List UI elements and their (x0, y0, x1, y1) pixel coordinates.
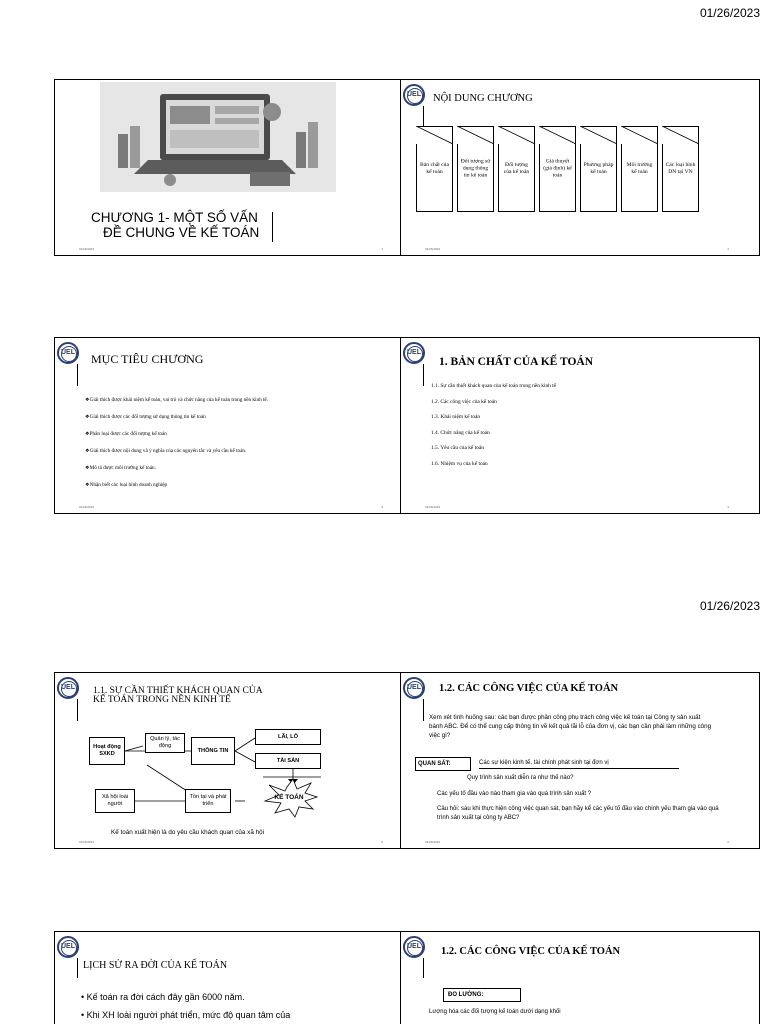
box-hoat-dong-sxkd: Hoạt động SXKD (89, 737, 125, 765)
slide-footer-date: 01/26/2023 (79, 505, 95, 509)
list-item: 1.1. Sự cần thiết khách quan của kế toán trong nền kinh tế (431, 383, 557, 389)
slide-title: NỘI DUNG CHƯƠNG (433, 93, 533, 104)
ketoan-label: KẾ TOÁN (274, 794, 304, 801)
list-item: 1.2. Các công việc của kế toán (431, 398, 497, 405)
box-fold-shape (662, 126, 699, 146)
slide-7[interactable] (54, 931, 414, 1024)
list-item: 1.4. Chức năng của kế toán (431, 429, 490, 436)
box-thong-tin: THÔNG TIN (191, 737, 235, 765)
objective-list (85, 396, 405, 498)
slide-title: 1.2. CÁC CÔNG VIỆC CỦA KẾ TOÁN (441, 946, 621, 957)
case-intro: Xem xét tình huống sau: các bạn được phân công phụ trách công việc kế toán tại Công ty sản xuất bánh ABC. Để có thể cung cấp thông tin về kết quả lãi lỗ của đơn vị, các bạn cần phải làm những công việc gì? (429, 714, 712, 739)
divider (77, 364, 78, 386)
divider (423, 106, 424, 128)
box-fold-shape (498, 126, 535, 146)
observation-line: Quy trình sản xuất diễn ra như thế nào? (467, 775, 574, 781)
box-lai-lo: LÃI, LỖ (255, 729, 321, 745)
list-item: • Kế toán ra đời cách đây gần 6000 năm. (81, 992, 245, 1002)
list-item: ❖Phân loại được các đối tượng kế toán (85, 431, 167, 437)
slide-page-number: 6 (727, 840, 729, 844)
box-quan-ly: Quản lý, tác động (145, 733, 185, 753)
list-item: • Khi XH loài người phát triển, mức độ quan tâm của (81, 1010, 291, 1020)
list-item: 1.6. Nhiệm vụ của kế toán (431, 460, 488, 467)
slide-title: 1.2. CÁC CÔNG VIỆC CỦA KẾ TOÁN (439, 683, 619, 694)
content-item: Đối tượng sử dụng thông tin kế toán (457, 126, 494, 212)
slide-page-number: 4 (727, 505, 729, 509)
observation-line: Các sự kiện kinh tế, tài chính phát sinh tại đơn vị (479, 760, 609, 766)
slide-page-number: 5 (381, 840, 383, 844)
content-item: Phương pháp kế toán (580, 126, 617, 212)
list-item: ❖Giải thích được các đối tượng sử dụng thông tin kế toán (85, 414, 206, 420)
list-item: ❖Giải thích được nội dung và ý nghĩa của các nguyên tắc và yêu cầu kế toán. (85, 448, 247, 454)
uel-logo-icon: UEL (57, 936, 79, 958)
slide-footer-date: 01/26/2023 (425, 247, 441, 251)
content-item: Bản chất của kế toán (416, 126, 453, 212)
slide-page-number: 3 (381, 505, 383, 509)
list-item: ❖Mô tả được môi trường kế toán. (85, 465, 156, 471)
list-item: 1.5. Yêu cầu của kế toán (431, 445, 484, 451)
slide-title: 1. BẢN CHẤT CỦA KẾ TOÁN (439, 356, 594, 368)
slide-5[interactable] (54, 672, 414, 849)
slide-3[interactable] (54, 337, 414, 514)
uel-logo-icon: UEL (403, 342, 425, 364)
slide-footer-date: 01/26/2023 (425, 840, 441, 844)
box-fold-shape (457, 126, 494, 146)
slide-4[interactable] (400, 337, 760, 514)
do-luong-label: ĐO LƯỜNG: (443, 988, 521, 1002)
slide-8[interactable] (400, 931, 760, 1024)
box-xa-hoi: Xã hội loài người (95, 789, 135, 813)
quan-sat-label: QUAN SÁT: (415, 757, 471, 771)
measurement-line: Lượng hóa các đối tượng kế toán dưới dạng khối (429, 1009, 561, 1015)
uel-logo-icon: UEL (57, 342, 79, 364)
slide-footer-date: 01/26/2023 (79, 840, 95, 844)
slide-footer-date: 01/26/2023 (425, 505, 441, 509)
box-fold-shape (539, 126, 576, 146)
divider (423, 958, 424, 978)
slide-title: 1.1. SỰ CẦN THIẾT KHÁCH QUAN CỦA KẾ TOÁN TRONG NỀN KINH TẾ (93, 686, 263, 705)
slide-2[interactable] (400, 79, 760, 256)
uel-logo-icon: UEL (403, 677, 425, 699)
slide-title: MỤC TIÊU CHƯƠNG (91, 352, 204, 366)
box-fold-shape (580, 126, 617, 146)
uel-logo-icon: UEL (403, 84, 425, 106)
box-tai-san: TÀI SẢN (255, 753, 321, 769)
slide-title: CHƯƠNG 1- MỘT SỐ VẤN ĐỀ CHUNG VỀ KẾ TOÁN (91, 210, 260, 240)
list-item: 1.3. Khái niệm kế toán (431, 414, 481, 420)
divider (423, 364, 424, 386)
page-date: 01/26/2023 (699, 599, 760, 613)
box-fold-shape (416, 126, 453, 146)
slide-page-number: 2 (727, 247, 729, 251)
slide-title: LỊCH SỬ RA ĐỜI CỦA KẾ TOÁN (83, 960, 228, 971)
section-list (431, 383, 556, 476)
content-item: Môi trường kế toán (621, 126, 658, 212)
slide-1[interactable] (54, 79, 414, 256)
question-text: Câu hỏi: sau khi thực hiện công việc quan sát, bạn hãy kể các yếu tố đầu vào chính yếu tham gia vào quá trình sản xuất tại công ty ABC? (437, 806, 719, 821)
list-item: ❖Giải thích được khái niệm kế toán, vai trò và chức năng của kế toán trong nền kinh tế. (85, 397, 268, 403)
uel-logo-icon: UEL (57, 677, 79, 699)
content-item: Đối tượng của kế toán (498, 126, 535, 212)
divider (272, 212, 273, 242)
box-ton-tai: Tồn tại và phát triển (185, 789, 231, 813)
laptop-illustration (100, 82, 336, 192)
slide-6[interactable] (400, 672, 760, 849)
divider (77, 958, 78, 978)
content-item: Giả thuyết (giả định) kế toán (539, 126, 576, 212)
slide-footer-date: 01/26/2023 (79, 247, 95, 251)
box-fold-shape (621, 126, 658, 146)
uel-logo-icon: UEL (403, 936, 425, 958)
diagram-caption: Kế toán xuất hiện là do yêu cầu khách quan của xã hội (111, 829, 264, 836)
page-date: 01/26/2023 (699, 6, 760, 20)
list-item: ❖Nhận biết các loại hình doanh nghiệp (85, 482, 168, 488)
divider (423, 699, 424, 721)
content-item: Các loại hình DN tại VN (662, 126, 699, 212)
slide-page-number: 1 (381, 247, 383, 251)
observation-line: Các yếu tố đầu vào nào tham gia vào quá trình sản xuất ? (437, 791, 592, 797)
divider (479, 768, 679, 769)
